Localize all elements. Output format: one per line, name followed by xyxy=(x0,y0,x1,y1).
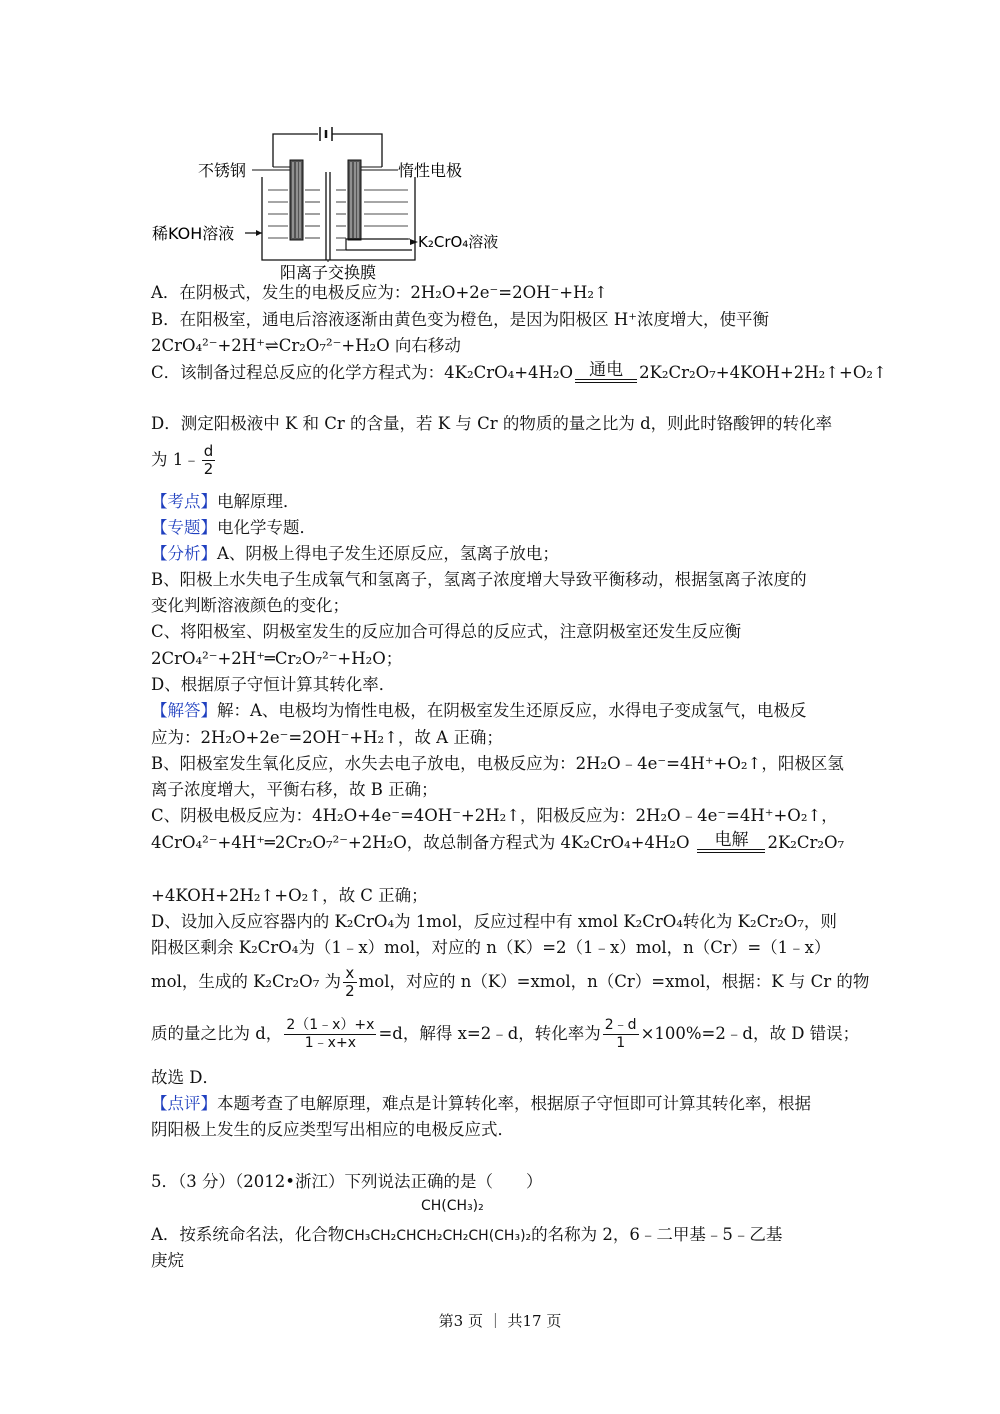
q5-formula: CH₃CH₂CHCH₂CH₂CH(CH₃)₂ xyxy=(344,1228,532,1244)
jieda-d4-mid: =d，解得 x=2﹣d，转化率为 xyxy=(378,1024,601,1043)
label-left-electrode: 不锈钢 xyxy=(198,161,247,180)
option-c-prefix: C．该制备过程总反应的化学方程式为：4K₂CrO₄+4H₂O xyxy=(151,363,574,382)
jieda-d4-prefix: 质的量之比为 d， xyxy=(151,1024,283,1043)
jieda-c3: +4KOH+2H₂↑+O₂↑，故 C 正确； xyxy=(151,886,428,905)
label-inlet: 稀KOH溶液 xyxy=(152,224,235,243)
option-d-line1: D．测定阳极液中 K 和 Cr 的含量，若 K 与 Cr 的物质的量之比为 d，则此时铬酸钾的转化率 xyxy=(151,414,833,433)
fraction-d-over-2 xyxy=(202,443,216,478)
frac-num: 2（1﹣x）+x xyxy=(286,1017,375,1033)
fenxi-a xyxy=(151,544,559,564)
option-b-line2: 2CrO₄²⁻+2H⁺⇌Cr₂O₇²⁻+H₂O 向右移动 xyxy=(151,336,461,355)
reaction-condition-2 xyxy=(697,831,765,858)
jieda-answer: 故选 D． xyxy=(151,1068,219,1087)
jieda-a1-text: 解：A、电极均为惰性电极，在阴极室发生还原反应，水得电子变成氢气，电极反 xyxy=(217,701,807,720)
fenxi-c1: C、将阳极室、阴极室发生的反应加合可得总的反应式，注意阴极室还发生反应衡 xyxy=(151,622,742,641)
frac-num: 2﹣d xyxy=(604,1017,637,1033)
q5-option-a xyxy=(151,1225,782,1246)
option-d-line2 xyxy=(151,440,217,480)
jieda-a1 xyxy=(151,701,806,721)
option-d-prefix: 为 1﹣ xyxy=(151,450,200,469)
q5-option-a-line2: 庚烷 xyxy=(151,1251,184,1270)
electrolysis-cell-svg xyxy=(150,122,520,282)
jieda-d2: 阳极区剩余 K₂CrO₄为（1﹣x）mol，对应的 n（K）=2（1﹣x）mol，n（Cr）=（1﹣x） xyxy=(151,938,831,957)
tag-kaodian: 【考点】 xyxy=(151,492,217,511)
electrolysis-cell-diagram xyxy=(150,122,520,286)
jieda-d3-prefix: mol，生成的 K₂Cr₂O₇ 为 xyxy=(151,972,342,991)
jieda-c2-suffix: 2K₂Cr₂O₇ xyxy=(767,833,845,852)
label-membrane: 阳离子交换膜 xyxy=(280,263,377,282)
frac-num: x xyxy=(343,965,357,983)
jieda-b1: B、阳极室发生氧化反应，水失去电子放电，电极反应为：2H₂O﹣4e⁻=4H⁺+O₂↑，阳极区氢 xyxy=(151,754,844,773)
q5-option-a-prefix: A．按系统命名法，化合物 xyxy=(151,1225,345,1244)
dianping-line1 xyxy=(151,1094,811,1114)
fraction-ratio xyxy=(284,1017,376,1052)
label-outlet: K₂CrO₄溶液 xyxy=(418,233,499,251)
q5-branch: CH(CH₃)₂ xyxy=(421,1198,484,1214)
fenxi-c2: 2CrO₄²⁻+2H⁺═Cr₂O₇²⁻+H₂O； xyxy=(151,649,403,668)
fraction-x-over-2 xyxy=(343,965,357,1000)
jieda-b2: 离子浓度增大，平衡右移，故 B 正确； xyxy=(151,780,438,799)
jieda-d3-suffix: mol，对应的 n（K）=xmol，n（Cr）=xmol，根据：K 与 Cr 的物 xyxy=(358,972,870,991)
frac-den: 1 xyxy=(616,1035,626,1051)
q5-option-a-suffix: 的名称为 2，6﹣二甲基﹣5﹣乙基 xyxy=(531,1225,783,1244)
jieda-c2-prefix: 4CrO₄²⁻+4H⁺═2Cr₂O₇²⁻+2H₂O，故总制备方程式为 4K₂CrO₄+4H₂O xyxy=(151,833,690,852)
tag-fenxi: 【分析】 xyxy=(151,544,217,563)
kaodian-text: 电解原理． xyxy=(217,492,300,511)
jieda-d4-suffix: ×100%=2﹣d，故 D 错误； xyxy=(640,1024,860,1043)
tank xyxy=(262,177,415,260)
kaodian xyxy=(151,492,300,512)
option-b-line1: B．在阳极室，通电后溶液逐渐由黄色变为橙色，是因为阳极区 H⁺浓度增大，使平衡 xyxy=(151,310,769,329)
dianping-line2: 阴阳极上发生的反应类型写出相应的电极反应式． xyxy=(151,1120,514,1139)
frac-num: d xyxy=(202,443,216,461)
option-c-suffix: 2K₂Cr₂O₇+4KOH+2H₂↑+O₂↑ xyxy=(639,363,887,382)
jieda-d1: D、设加入反应容器内的 K₂CrO₄为 1mol，反应过程中有 xmol K₂CrO₄转化为 K₂Cr₂O₇，则 xyxy=(151,912,837,931)
jieda-d4 xyxy=(151,1012,859,1056)
jieda-a2: 应为：2H₂O+2e⁻=2OH⁻+H₂↑，故 A 正确； xyxy=(151,728,503,747)
condition-label: 通电 xyxy=(589,360,624,380)
fraction-conversion xyxy=(603,1017,639,1052)
q5-stem: 5．（3 分）（2012•浙江）下列说法正确的是（ ） xyxy=(151,1172,543,1191)
jieda-c1: C、阴极电极反应为：4H₂O+4e⁻=4OH⁻+2H₂↑，阳极反应为：2H₂O﹣4e⁻=4H⁺+O₂↑， xyxy=(151,806,838,825)
option-a: A．在阴极式，发生的电极反应为：2H₂O+2e⁻=2OH⁻+H₂↑ xyxy=(151,283,608,302)
frac-den: 2 xyxy=(345,982,355,1000)
fenxi-b1: B、阳极上水失电子生成氧气和氢离子，氢离子浓度增大导致平衡移动，根据氢离子浓度的 xyxy=(151,570,807,589)
frac-den: 2 xyxy=(203,460,214,478)
frac-den: 1﹣x+x xyxy=(304,1035,356,1051)
tag-jieda: 【解答】 xyxy=(151,701,217,720)
label-right-electrode: 惰性电极 xyxy=(398,161,463,180)
condition-label-2: 电解 xyxy=(714,830,749,850)
fenxi-a-text: A、阴极上得电子发生还原反应，氢离子放电； xyxy=(217,544,559,563)
dianping-line1-text: 本题考查了电解原理，难点是计算转化率，根据原子守恒即可计算其转化率，根据 xyxy=(217,1094,811,1113)
page-footer: 第3 页 ｜ 共17 页 xyxy=(438,1312,562,1330)
tag-zhuanti: 【专题】 xyxy=(151,518,217,537)
jieda-d3 xyxy=(151,962,869,1002)
zhuanti xyxy=(151,518,316,538)
zhuanti-text: 电化学专题． xyxy=(217,518,316,537)
reaction-condition xyxy=(575,361,637,388)
fenxi-d: D、根据原子守恒计算其转化率． xyxy=(151,675,396,694)
tag-dianping: 【点评】 xyxy=(151,1094,217,1113)
fenxi-b2: 变化判断溶液颜色的变化； xyxy=(151,596,349,615)
jieda-c2 xyxy=(151,828,844,858)
option-c xyxy=(151,358,887,388)
